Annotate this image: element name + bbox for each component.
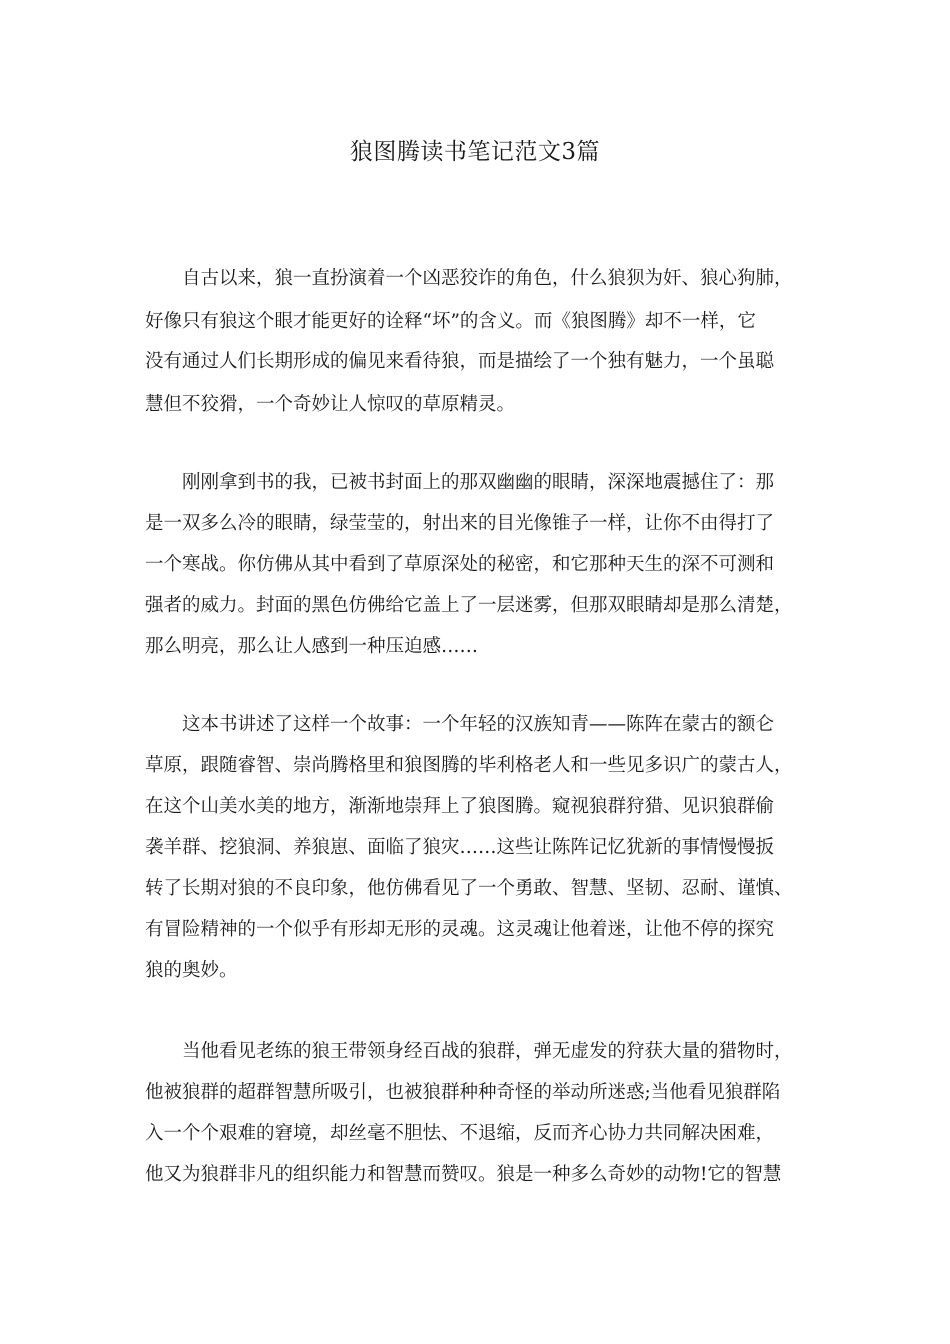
paragraph-line: 有冒险精神的一个似乎有形却无形的灵魂。这灵魂让他着迷，让他不停的探究 [145,919,775,940]
paragraph-line: 草原，跟随睿智、崇尚腾格里和狼图腾的毕利格老人和一些见多识广的蒙古人， [145,755,793,776]
paragraph-line: 刚刚拿到书的我，已被书封面上的那双幽幽的眼睛，深深地震撼住了：那 [182,472,775,493]
paragraph-line: 是一双多么冷的眼睛，绿莹莹的，射出来的目光像锥子一样，让你不由得打了 [145,513,775,534]
document-title: 狼图腾读书笔记范文3篇 [349,139,601,165]
paragraph-line: 袭羊群、挖狼洞、养狼崽、面临了狼灾……这些让陈阵记忆犹新的事情慢慢扳 [145,837,775,858]
paragraph-line: 强者的威力。封面的黑色仿佛给它盖上了一层迷雾，但那双眼睛却是那么清楚， [145,595,793,616]
paragraph-line: 那么明亮，那么让人感到一种压迫感…… [145,636,479,657]
paragraph-line: 当他看见老练的狼王带领身经百战的狼群，弹无虚发的狩获大量的猎物时， [182,1041,793,1062]
paragraph-line: 一个寒战。你仿佛从其中看到了草原深处的秘密，和它那种天生的深不可测和 [145,554,775,575]
paragraph-line: 慧但不狡猾，一个奇妙让人惊叹的草原精灵。 [145,394,516,415]
paragraph-line: 狼的奥妙。 [145,960,238,981]
paragraph-line: 在这个山美水美的地方，渐渐地崇拜上了狼图腾。窥视狼群狩猎、见识狼群偷 [145,796,775,817]
paragraph-line: 转了长期对狼的不良印象，他仿佛看见了一个勇敢、智慧、坚韧、忍耐、谨慎、 [145,878,793,899]
paragraph-line: 没有通过人们长期形成的偏见来看待狼，而是描绘了一个独有魅力，一个虽聪 [145,351,775,372]
paragraph-line: 好像只有狼这个眼才能更好的诠释“坏”的含义。而《狼图腾》却不一样，它 [145,311,756,332]
paragraph-line: 这本书讲述了这样一个故事：一个年轻的汉族知青——陈阵在蒙古的额仑 [182,714,775,735]
paragraph-line: 自古以来，狼一直扮演着一个凶恶狡诈的角色，什么狼狈为奸、狼心狗肺， [182,268,793,289]
paragraph-line: 他被狼群的超群智慧所吸引，也被狼群种种奇怪的举动所迷惑;当他看见狼群陷 [145,1082,781,1103]
paragraph-line: 他又为狼群非凡的组织能力和智慧而赞叹。狼是一种多么奇妙的动物!它的智慧 [145,1164,782,1185]
paragraph-line: 入一个个艰难的窘境，却丝毫不胆怯、不退缩，反而齐心协力共同解决困难， [145,1123,775,1144]
